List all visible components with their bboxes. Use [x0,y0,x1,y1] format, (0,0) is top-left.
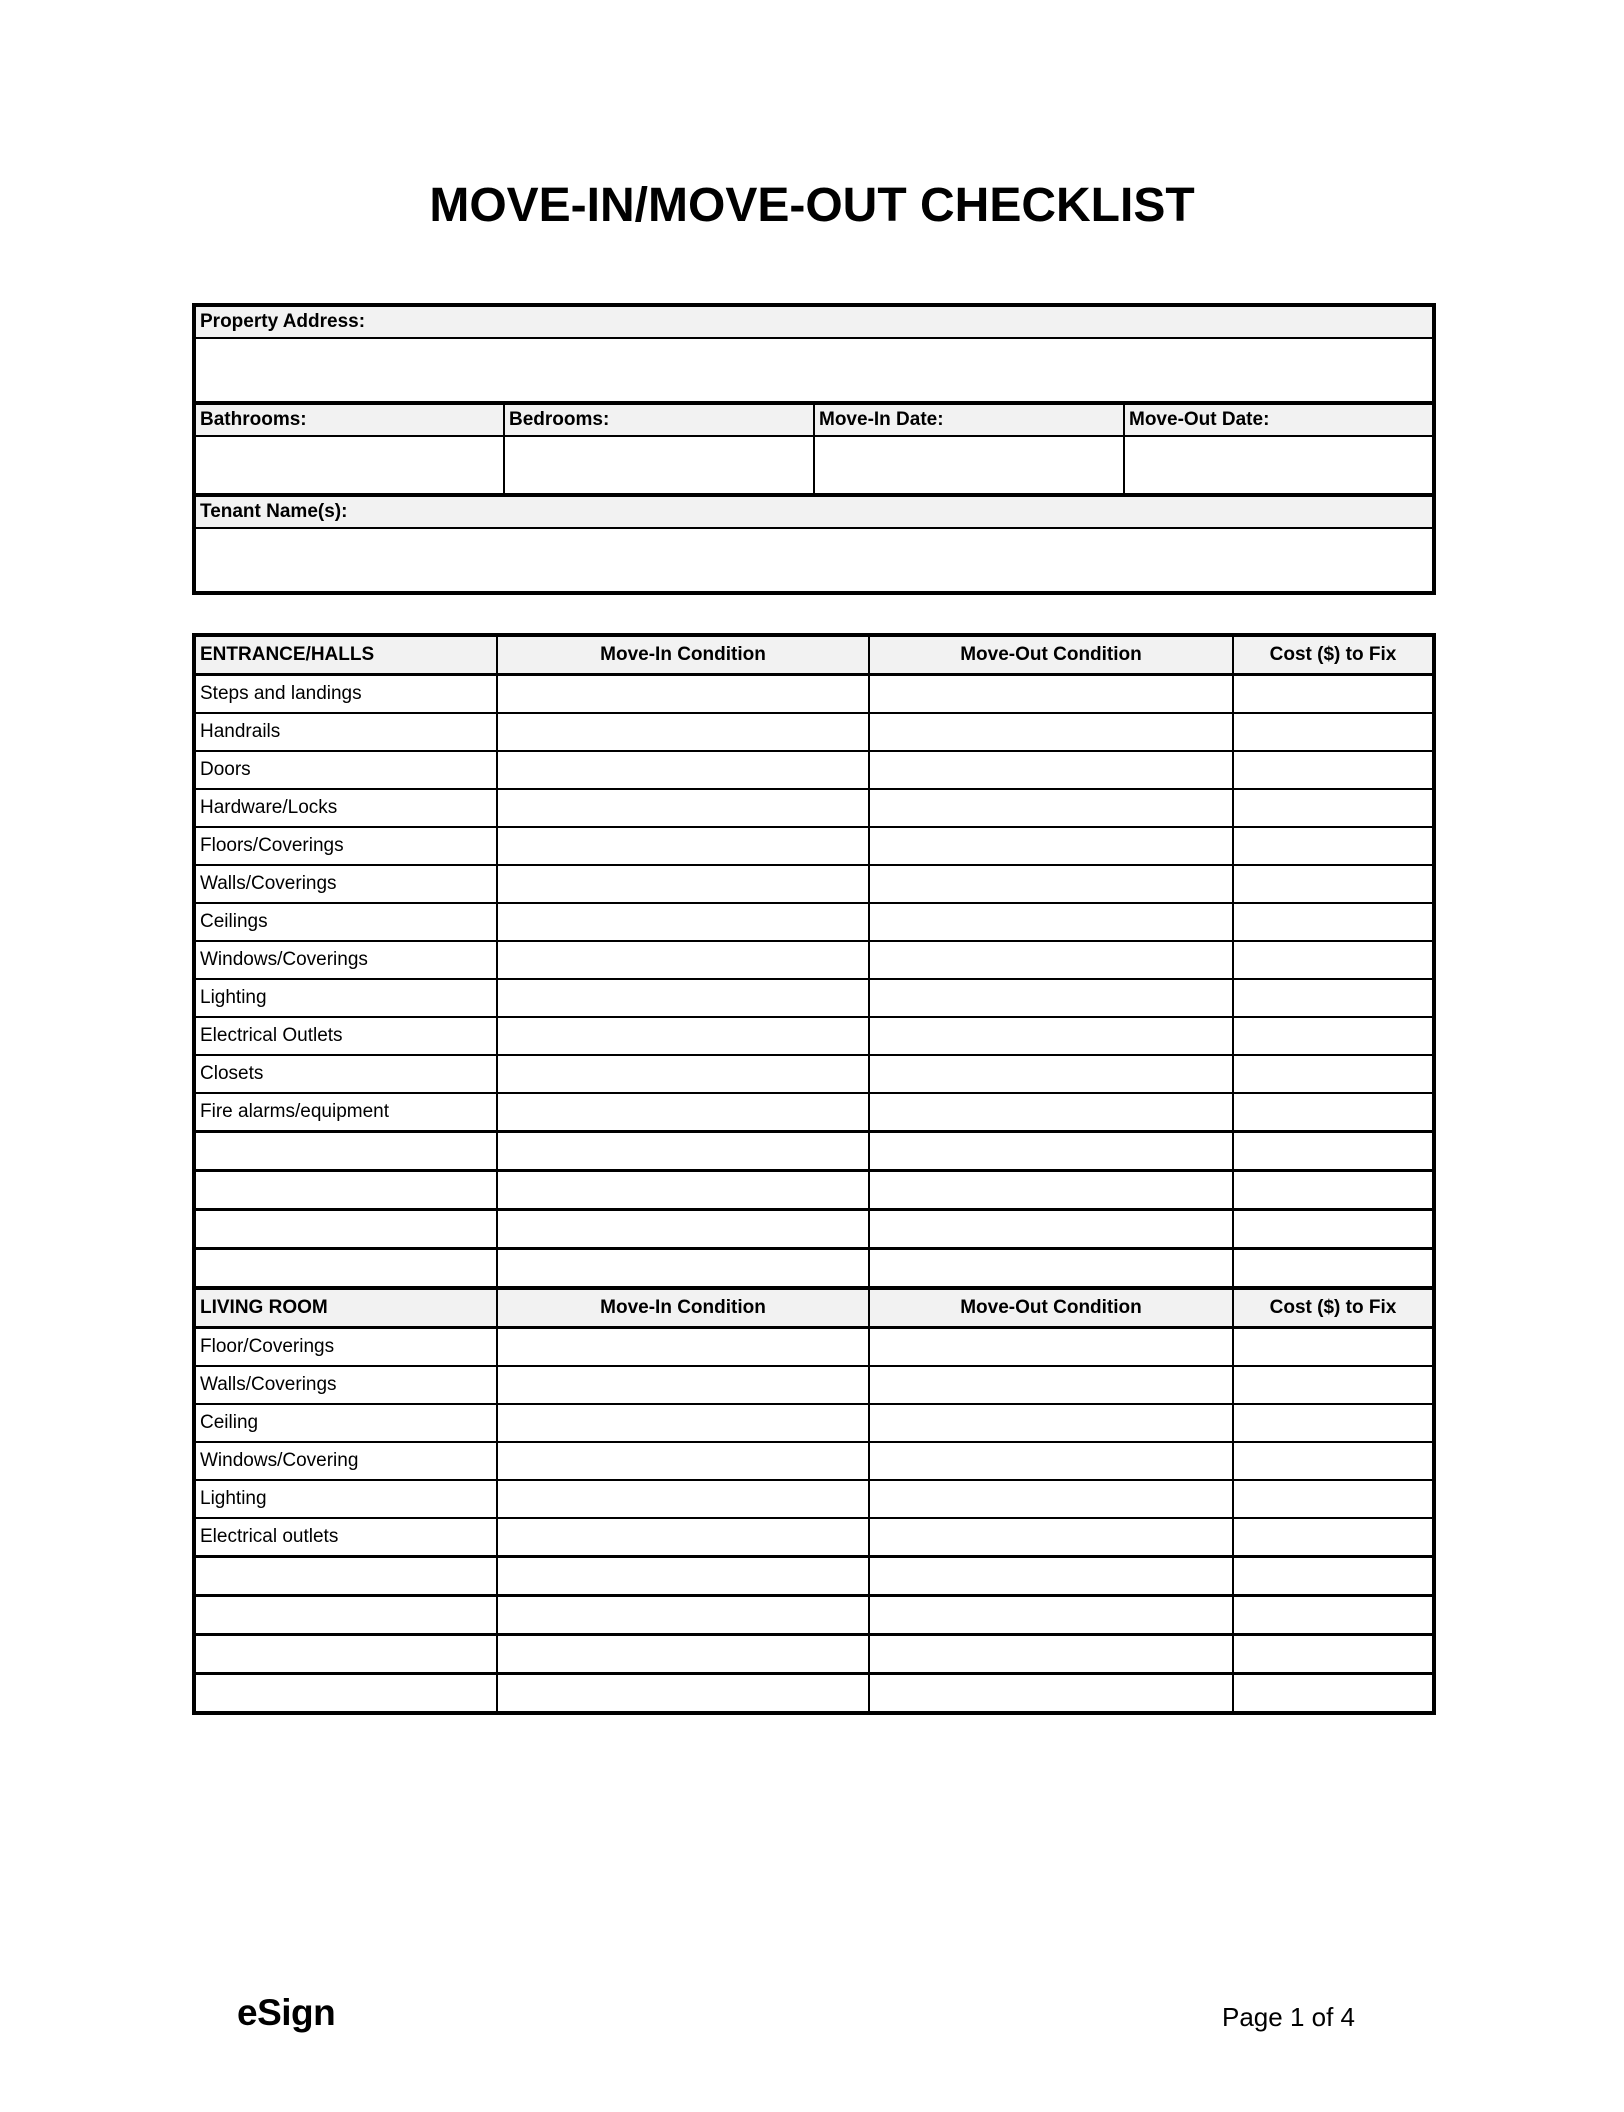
move-in-condition-cell [497,675,869,714]
move-in-condition-cell [497,1328,869,1367]
tenant-names-input-area [194,528,1434,593]
move-out-condition-cell [869,1596,1233,1635]
cost-to-fix-cell [1233,675,1434,714]
move-out-condition-cell [869,979,1233,1017]
cost-to-fix-cell [1233,1635,1434,1674]
move-out-condition-cell [869,1093,1233,1132]
esign-logo: eSign [237,1992,336,2033]
item-row [194,1518,1434,1557]
move-in-condition-cell [497,1518,869,1557]
cost-to-fix-cell [1233,979,1434,1017]
column-header: Move-In Condition [497,1288,869,1328]
cost-to-fix-cell [1233,1171,1434,1210]
move-in-condition-cell [497,1366,869,1404]
unit-info-value-row [194,436,1434,495]
property-address-label: Property Address: [194,305,1434,338]
cost-to-fix-cell [1233,1557,1434,1596]
item-label: Hardware/Locks [194,789,497,827]
move-out-condition-cell [869,1442,1233,1480]
item-label [194,1557,497,1596]
move-in-condition-cell [497,1093,869,1132]
item-label: Ceiling [194,1404,497,1442]
move-out-condition-cell [869,1480,1233,1518]
empty-row [194,1210,1434,1249]
move-out-date-input-area [1124,436,1434,495]
move-out-condition-cell [869,1328,1233,1367]
move-in-condition-cell [497,1635,869,1674]
checklist-body [194,635,1434,1713]
move-out-condition-cell [869,1366,1233,1404]
move-out-condition-cell [869,1404,1233,1442]
item-label: Closets [194,1055,497,1093]
move-out-condition-cell [869,941,1233,979]
item-row [194,1480,1434,1518]
item-label [194,1171,497,1210]
item-row [194,1055,1434,1093]
column-header: Move-Out Condition [869,1288,1233,1328]
cost-to-fix-cell [1233,1596,1434,1635]
item-row [194,1366,1434,1404]
item-row [194,1404,1434,1442]
move-out-condition-cell [869,903,1233,941]
item-label [194,1132,497,1171]
cost-to-fix-cell [1233,1055,1434,1093]
empty-row [194,1171,1434,1210]
column-header: Cost ($) to Fix [1233,635,1434,675]
item-label: Floors/Coverings [194,827,497,865]
move-out-condition-cell [869,865,1233,903]
item-label: Handrails [194,713,497,751]
move-in-condition-cell [497,1557,869,1596]
cost-to-fix-cell [1233,865,1434,903]
move-out-condition-cell [869,1210,1233,1249]
cost-to-fix-cell [1233,713,1434,751]
item-label: Steps and landings [194,675,497,714]
item-row [194,789,1434,827]
item-label: Fire alarms/equipment [194,1093,497,1132]
move-in-condition-cell [497,1171,869,1210]
cost-to-fix-cell [1233,827,1434,865]
item-row [194,941,1434,979]
move-out-condition-cell [869,713,1233,751]
cost-to-fix-cell [1233,1093,1434,1132]
cost-to-fix-cell [1233,1366,1434,1404]
move-out-condition-cell [869,1674,1233,1714]
tenant-names-header-row [194,495,1434,528]
empty-row [194,1635,1434,1674]
page-number: Page 1 of 4 [1222,2002,1355,2032]
item-label [194,1249,497,1289]
section-header-row [194,1288,1434,1328]
cost-to-fix-cell [1233,1674,1434,1714]
move-out-condition-cell [869,1017,1233,1055]
item-label [194,1596,497,1635]
item-label: Walls/Coverings [194,865,497,903]
property-address-input-area [194,338,1434,403]
move-in-condition-cell [497,1404,869,1442]
move-out-condition-cell [869,1249,1233,1289]
page-title: MOVE-IN/MOVE-OUT CHECKLIST [429,179,1195,232]
column-header: Move-Out Condition [869,635,1233,675]
item-row [194,1328,1434,1367]
item-label: Lighting [194,1480,497,1518]
item-row [194,675,1434,714]
cost-to-fix-cell [1233,751,1434,789]
property-address-value-row [194,338,1434,403]
item-label: Electrical outlets [194,1518,497,1557]
item-label [194,1635,497,1674]
move-out-condition-cell [869,1132,1233,1171]
move-in-condition-cell [497,903,869,941]
item-row [194,1442,1434,1480]
section-title: ENTRANCE/HALLS [194,635,497,675]
move-in-condition-cell [497,865,869,903]
item-row [194,903,1434,941]
cost-to-fix-cell [1233,1404,1434,1442]
bedrooms-input-area [504,436,814,495]
move-in-condition-cell [497,1480,869,1518]
move-in-date-label: Move-In Date: [814,403,1124,436]
move-in-condition-cell [497,713,869,751]
column-header: Cost ($) to Fix [1233,1288,1434,1328]
form-content [192,303,1432,1715]
tenant-names-label: Tenant Name(s): [194,495,1434,528]
cost-to-fix-cell [1233,941,1434,979]
bathrooms-input-area [194,436,504,495]
move-in-condition-cell [497,1249,869,1289]
cost-to-fix-cell [1233,903,1434,941]
move-in-condition-cell [497,1596,869,1635]
cost-to-fix-cell [1233,789,1434,827]
move-in-condition-cell [497,1442,869,1480]
move-in-condition-cell [497,751,869,789]
item-label: Windows/Coverings [194,941,497,979]
cost-to-fix-cell [1233,1480,1434,1518]
move-out-date-label: Move-Out Date: [1124,403,1434,436]
cost-to-fix-cell [1233,1210,1434,1249]
item-row [194,713,1434,751]
item-label [194,1674,497,1714]
cost-to-fix-cell [1233,1132,1434,1171]
cost-to-fix-cell [1233,1017,1434,1055]
property-info-table [192,303,1436,595]
move-in-date-input-area [814,436,1124,495]
move-out-condition-cell [869,751,1233,789]
move-out-condition-cell [869,789,1233,827]
item-label: Floor/Coverings [194,1328,497,1367]
move-out-condition-cell [869,1055,1233,1093]
item-row [194,751,1434,789]
move-out-condition-cell [869,1557,1233,1596]
item-label: Lighting [194,979,497,1017]
item-label: Doors [194,751,497,789]
item-label: Electrical Outlets [194,1017,497,1055]
move-in-condition-cell [497,1017,869,1055]
move-out-condition-cell [869,1635,1233,1674]
item-row [194,827,1434,865]
empty-row [194,1596,1434,1635]
section-title: LIVING ROOM [194,1288,497,1328]
item-label [194,1210,497,1249]
item-row [194,979,1434,1017]
empty-row [194,1557,1434,1596]
empty-row [194,1249,1434,1289]
move-in-condition-cell [497,827,869,865]
tenant-names-value-row [194,528,1434,593]
move-in-condition-cell [497,1132,869,1171]
unit-info-header-row [194,403,1434,436]
move-in-condition-cell [497,1055,869,1093]
item-label: Ceilings [194,903,497,941]
bedrooms-label: Bedrooms: [504,403,814,436]
item-row [194,865,1434,903]
cost-to-fix-cell [1233,1249,1434,1289]
move-in-condition-cell [497,1210,869,1249]
section-header-row [194,635,1434,675]
cost-to-fix-cell [1233,1518,1434,1557]
item-row [194,1017,1434,1055]
move-in-condition-cell [497,1674,869,1714]
move-in-condition-cell [497,941,869,979]
item-row [194,1093,1434,1132]
cost-to-fix-cell [1233,1328,1434,1367]
bathrooms-label: Bathrooms: [194,403,504,436]
move-in-condition-cell [497,789,869,827]
move-out-condition-cell [869,1171,1233,1210]
property-address-header-row [194,305,1434,338]
column-header: Move-In Condition [497,635,869,675]
empty-row [194,1674,1434,1714]
move-out-condition-cell [869,1518,1233,1557]
item-label: Windows/Covering [194,1442,497,1480]
move-out-condition-cell [869,827,1233,865]
checklist-table [192,633,1436,1715]
move-out-condition-cell [869,675,1233,714]
item-label: Walls/Coverings [194,1366,497,1404]
cost-to-fix-cell [1233,1442,1434,1480]
move-in-condition-cell [497,979,869,1017]
empty-row [194,1132,1434,1171]
